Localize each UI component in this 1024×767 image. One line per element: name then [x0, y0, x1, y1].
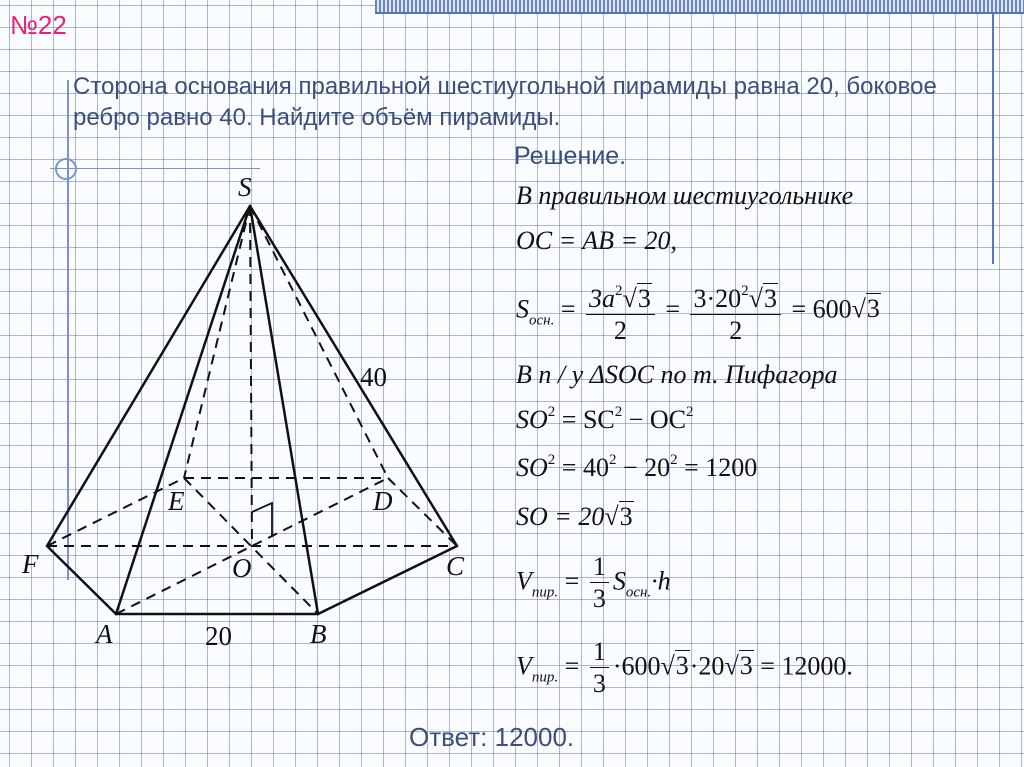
- v-subscript-2: пир.: [531, 669, 559, 686]
- area-600: ·600: [612, 651, 661, 681]
- sc-term: = SC: [555, 405, 615, 434]
- edge-SB: [250, 206, 318, 614]
- pow-6: 2: [670, 452, 678, 468]
- frac1-pow: 2: [615, 283, 623, 299]
- vertex-label-C: C: [446, 551, 465, 581]
- so-sqrt: 3: [619, 502, 633, 531]
- area-result: = 600: [791, 294, 852, 324]
- h-term: ·h: [651, 566, 671, 596]
- height-20: ·20: [689, 651, 725, 681]
- frac2-num: 3·20: [693, 284, 742, 313]
- edge-SE: [184, 206, 250, 478]
- frac1-sqrt: 3: [637, 284, 651, 313]
- vertex-label-S: S: [238, 172, 252, 202]
- solution-line-4: В п / у ΔSOC по т. Пифагора: [516, 360, 838, 389]
- pow-2: 2: [614, 404, 623, 420]
- edge-FA: [47, 546, 116, 614]
- frac1-den: 2: [586, 314, 655, 347]
- problem-number: №22: [10, 10, 67, 40]
- height-SO: [250, 206, 252, 546]
- oc-term: − OC: [622, 405, 687, 434]
- s-symbol: S: [516, 294, 529, 324]
- so-term-2: SO: [516, 453, 548, 482]
- height-sqrt: 3: [739, 651, 753, 681]
- vertex-label-D: D: [373, 486, 393, 516]
- vertex-label-E: E: [168, 486, 185, 516]
- solution-line-6: [516, 452, 757, 483]
- solution-volume-calc: $V_{пир.}$ = $\frac{1}{3}$ ·600√3·20√3 = 12000.: [516, 637, 853, 698]
- so-value: SO = 20: [516, 502, 605, 531]
- solution-base-area: $S_{осн.}$ = $\frac{3a^2√3}{2}$ = $\frac{3\cdot 20^2√3}{2}$ = 600√3: [516, 276, 881, 347]
- third-num-2: 1: [592, 637, 606, 666]
- right-angle-mark: [252, 503, 272, 537]
- equals-sign: =: [560, 294, 576, 324]
- edge-BC: [318, 546, 457, 614]
- solution-volume-formula: [516, 552, 671, 615]
- vertex-label-B: B: [310, 619, 327, 649]
- forty-term: = 40: [555, 453, 609, 482]
- edge-SD: [250, 206, 388, 478]
- pow-4: 2: [547, 452, 556, 468]
- third-fraction-2: [590, 637, 609, 700]
- third-den-2: 3: [590, 667, 609, 700]
- vertex-label-A: A: [96, 619, 113, 649]
- solution-line-2: OC = AB = 20,: [516, 226, 678, 255]
- s-subscript: осн.: [529, 312, 555, 329]
- volume-result: = 12000.: [753, 651, 853, 681]
- v-subscript: пир.: [531, 584, 559, 601]
- edge-SC: [250, 206, 457, 546]
- center-label-O: O: [232, 553, 252, 583]
- edge-length-label: 40: [360, 362, 387, 392]
- equals-sign-3: =: [564, 566, 580, 596]
- equals-sign-2: =: [665, 294, 680, 324]
- vertex-label-F: F: [22, 549, 39, 579]
- solution-title: Решение.: [514, 142, 627, 170]
- solution-line-5: [516, 404, 694, 435]
- edge-SA: [116, 206, 250, 614]
- frac2-pow: 2: [741, 283, 749, 299]
- v-symbol-2: V: [516, 651, 532, 681]
- so-term: SO: [516, 405, 548, 434]
- result-1200: = 1200: [677, 453, 758, 482]
- decorative-right-rule: [992, 14, 994, 264]
- pyramid-diagram: [0, 0, 520, 680]
- third-den: 3: [590, 582, 609, 615]
- equals-sign-4: =: [564, 651, 580, 681]
- solution-line-7: SO = 20√3: [516, 502, 633, 531]
- pow-3: 2: [686, 404, 694, 420]
- third-fraction: [590, 552, 609, 615]
- twenty-term: − 20: [616, 453, 671, 482]
- s-symbol-2: S: [612, 566, 626, 596]
- fraction-1: $\frac{3a^2√3}{2}$: [586, 276, 655, 347]
- area-sqrt: 3: [675, 651, 689, 681]
- third-num: 1: [592, 552, 606, 581]
- base-side-label: 20: [205, 621, 232, 651]
- pow-5: 2: [608, 452, 617, 468]
- frac1-num: 3a: [589, 284, 616, 313]
- frac2-sqrt: 3: [763, 284, 777, 313]
- v-symbol: V: [516, 566, 532, 596]
- problem-statement: Сторона основания правильной шестиугольной пирамиды равна 20, боковое ребро равно 40. Найдите объём пирамиды.: [73, 73, 937, 131]
- answer: Ответ: 12000.: [409, 722, 575, 752]
- solution-line-1: В правильном шестиугольнике: [516, 181, 854, 210]
- s-subscript-2: осн.: [625, 584, 652, 601]
- edge-SF: [47, 206, 250, 546]
- area-result-sqrt: 3: [866, 294, 880, 324]
- fraction-2: $\frac{3\cdot 20^2√3}{2}$: [690, 276, 780, 347]
- frac2-den: 2: [690, 314, 780, 347]
- pow-1: 2: [547, 404, 556, 420]
